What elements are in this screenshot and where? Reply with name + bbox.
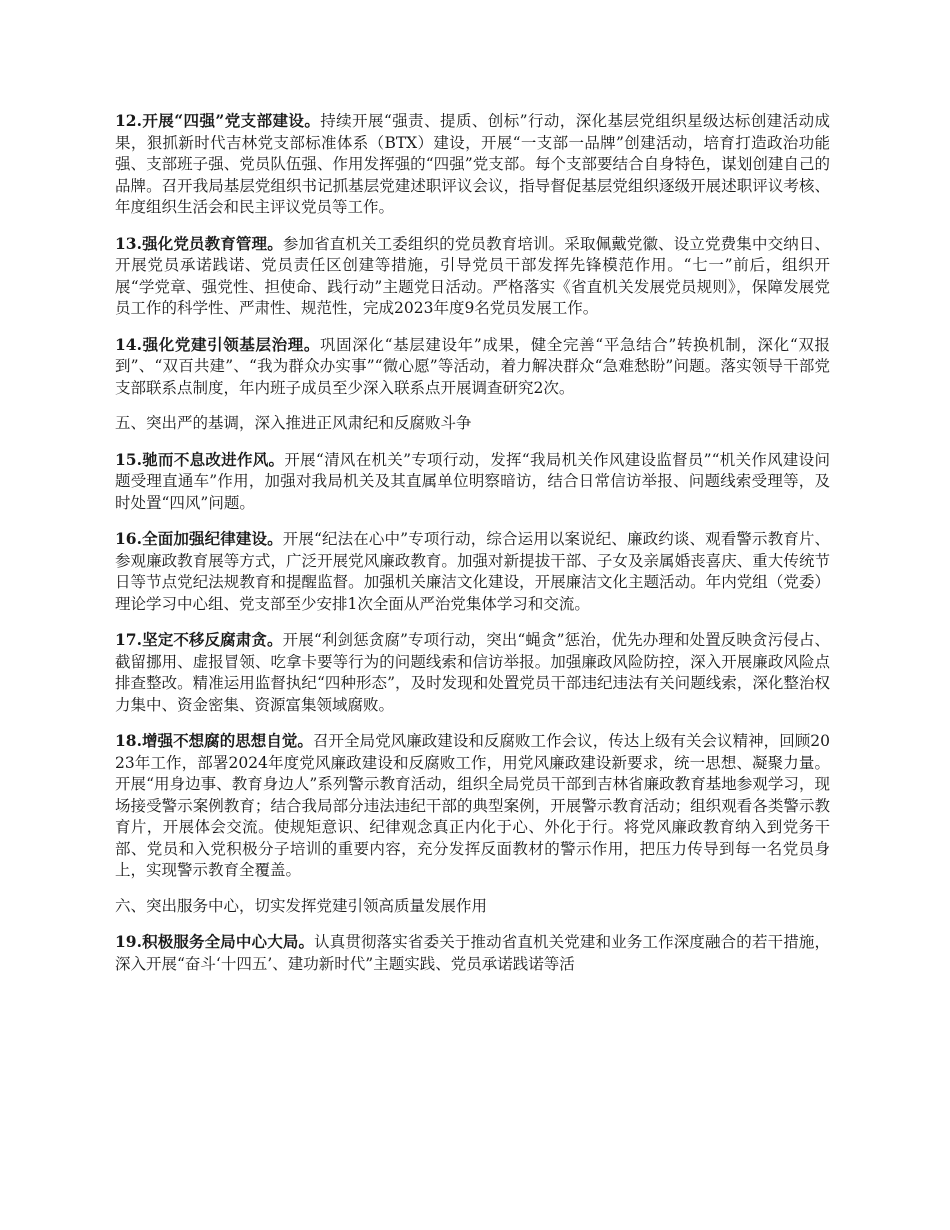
item-15-heading: 15.驰而不息改进作风。 bbox=[115, 449, 285, 469]
item-13-text: 参加省直机关工委组织的党员教育培训。采取佩戴党徽、设立党费集中交纳日、开展党员承诺践诺、党员责任区创建等措施，引导党员干部发挥先锋模范作用。“七一”前后，组织开展“学党章、强党性、担使命、践行动”主题党日活动。严格落实《省直机关发展党员规则》，保障发展党员工作的科学性、严肃性、规范性，完成2023年度9名党员发展工作。 bbox=[115, 234, 830, 317]
item-18-heading: 18.增强不想腐的思想自觉。 bbox=[115, 731, 313, 750]
section-6-heading: 六、突出服务中心，切实发挥党建引领高质量发展作用 bbox=[115, 896, 488, 915]
item-14-text: 巩固深化“基层建设年”成果，健全完善“平急结合”转换机制，深化“双报到”、“双百共建”、“我为群众办实事”“微心愿”等活动，着力解决群众“急难愁盼”问题。落实领导干部党支部联系点制度，年内班子成员至少深入联系点开展调查研究2次。 bbox=[115, 335, 831, 397]
item-16-text: 开展“纪法在心中”专项行动，综合运用以案说纪、廉政约谈、观看警示教育片、参观廉政教育展等方式，广泛开展党风廉政教育。加强对新提拔干部、子女及亲属婚丧喜庆、重大传统节日等节点党纪法规教育和提醒监督。加强机关廉洁文化建设，开展廉洁文化主题活动。年内党组（党委）理论学习中心组、党支部至少安排1次全面从严治党集体学习和交流。 bbox=[115, 530, 830, 613]
item-13-heading: 13.强化党员教育管理。 bbox=[115, 233, 283, 253]
item-14-paragraph bbox=[115, 334, 830, 400]
item-17-heading: 17.坚定不移反腐肃贪。 bbox=[115, 630, 283, 649]
item-17-text: 开展“利剑惩贪腐”专项行动，突出“蝇贪”惩治，优先办理和处置反映贪污侵占、截留挪用、虚报冒领、吃拿卡要等行为的问题线索和信访举报。加强廉政风险防控，深入开展廉政风险点排查整改。精准运用监督执纪“四种形态”，及时发现和处置党员干部违纪违法有关问题线索，深化整治权力集中、资金密集、资源富集领域腐败。 bbox=[115, 631, 830, 714]
item-19-heading: 19.积极服务全局中心大局。 bbox=[115, 932, 315, 951]
item-14-heading: 14.强化党建引领基层治理。 bbox=[115, 334, 321, 354]
item-18-paragraph bbox=[115, 730, 830, 882]
item-15-paragraph bbox=[115, 449, 830, 515]
item-19-text: 认真贯彻落实省委关于推动省直机关党建和业务工作深度融合的若干措施，深入开展“奋斗‘十四五’、建功新时代”主题实践、党员承诺践诺等活 bbox=[115, 933, 830, 973]
item-19-paragraph bbox=[115, 931, 830, 975]
item-18-text: 召开全局党风廉政建设和反腐败工作会议，传达上级有关会议精神，回顾2023年工作，部署2024年度党风廉政建设和反腐败工作，用党风廉政建设新要求，统一思想、凝聚力量。开展“用身边事、教育身边人”系列警示教育活动，组织全局党员干部到吉林省廉政教育基地参观学习，现场接受警示案例教育；结合我局部分违法违纪干部的典型案例，开展警示教育活动；组织观看各类警示教育片，开展体会交流。使规矩意识、纪律观念真正内化于心、外化于行。将党风廉政教育纳入到党务干部、党员和入党积极分子培训的重要内容，充分发挥反面教材的警示作用，把压力传导到每一名党员身上，实现警示教育全覆盖。 bbox=[115, 732, 831, 879]
item-12-text: 持续开展“强责、提质、创标”行动，深化基层党组织星级达标创建活动成果，狠抓新时代吉林党支部标准体系（BTX）建设，开展“一支部一品牌”创建活动，培育打造政治功能强、支部班子强、党员队伍强、作用发挥强的“四强”党支部。每个支部要结合自身特色，谋划创建自己的品牌。召开我局基层党组织书记抓基层党建述职评议会议，指导督促基层党组织逐级开展述职评议考核、年度组织生活会和民主评议党员等工作。 bbox=[115, 112, 830, 216]
item-12-paragraph bbox=[115, 110, 830, 219]
item-16-heading: 16.全面加强纪律建设。 bbox=[115, 529, 283, 548]
item-12-heading: 12.开展“四强”党支部建设。 bbox=[115, 111, 321, 130]
section-5-heading: 五、突出严的基调，深入推进正风肃纪和反腐败斗争 bbox=[115, 414, 472, 432]
item-13-paragraph bbox=[115, 233, 830, 320]
item-15-text: 开展“清风在机关”专项行动，发挥“我局机关作风建设监督员”“机关作风建设问题受理直通车”作用，加强对我局机关及其直属单位明察暗访，结合日常信访举报、问题线索受理等，及时处置“四风”问题。 bbox=[115, 450, 831, 512]
item-16-paragraph bbox=[115, 528, 830, 615]
item-17-paragraph bbox=[115, 629, 830, 716]
